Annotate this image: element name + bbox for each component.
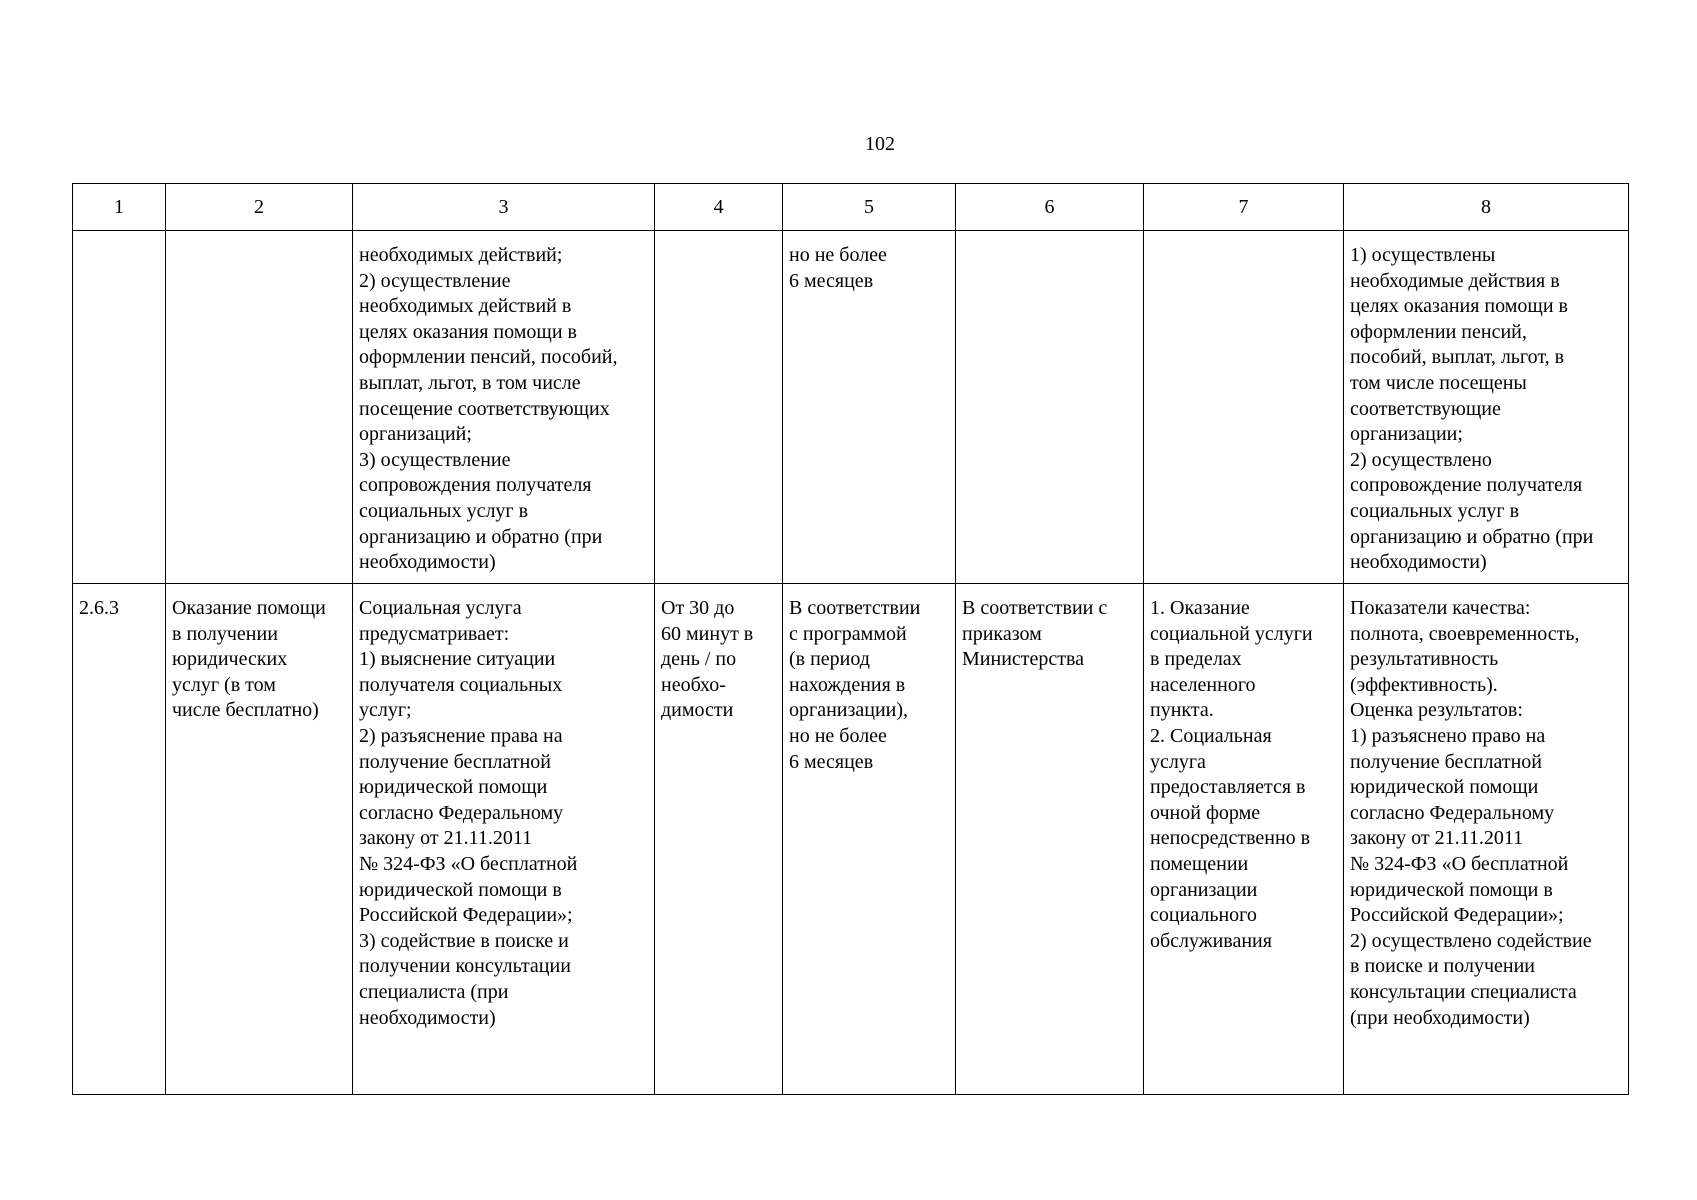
cell-service-duration: От 30 до 60 минут в день / по необхо- димости bbox=[655, 584, 783, 1095]
column-number-8: 8 bbox=[1344, 184, 1629, 231]
cell-service-duration bbox=[655, 231, 783, 584]
cell-service-description: необходимых действий; 2) осуществление необходимых действий в целях оказания помощи в оформлении пенсий, пособий, выплат, льгот, в том числе посещение соответствующих организаций; 3) осуществление сопровождения получателя социальных услуг в организацию и обратно (при необходимости) bbox=[353, 231, 655, 584]
cell-quality-indicators: 1) осуществлены необходимые действия в целях оказания помощи в оформлении пенсий, пособий, выплат, льгот, в том числе посещены соответствующие организации; 2) осуществлено сопровождение получателя социальных услуг в организацию и обратно (при необходимости) bbox=[1344, 231, 1629, 584]
cell-service-conditions: 1. Оказание социальной услуги в пределах населенного пункта. 2. Социальная услуга предоставляется в очной форме непосредственно в помещении организации социального обслуживания bbox=[1144, 584, 1344, 1095]
cell-quality-indicators: Показатели качества: полнота, своевременность, результативность (эффективность). Оценка результатов: 1) разъяснено право на получение бесплатной юридической помощи согласно Федеральному закону от 21.11.2011 № 324-ФЗ «О бесплатной юридической помощи в Российской Федерации»; 2) осуществлено содействие в поиске и получении консультации специалиста (при необходимости) bbox=[1344, 584, 1629, 1095]
cell-service-period: но не более 6 месяцев bbox=[783, 231, 956, 584]
services-table bbox=[72, 183, 1629, 1095]
cell-number bbox=[73, 231, 166, 584]
cell-service-name bbox=[166, 231, 353, 584]
cell-service-description: Социальная услуга предусматривает: 1) выяснение ситуации получателя социальных услуг; 2) разъяснение права на получение бесплатной юридической помощи согласно Федеральному закону от 21.11.2011 № 324-ФЗ «О бесплатной юридической помощи в Российской Федерации»; 3) содействие в поиске и получении консультации специалиста (при необходимости) bbox=[353, 584, 655, 1095]
column-number-6: 6 bbox=[956, 184, 1144, 231]
table-row-2-6-3 bbox=[73, 584, 1629, 1095]
cell-service-cost bbox=[956, 231, 1144, 584]
cell-service-conditions bbox=[1144, 231, 1344, 584]
column-number-1: 1 bbox=[73, 184, 166, 231]
page-number: 102 bbox=[865, 133, 895, 155]
cell-service-name: Оказание помощи в получении юридических услуг (в том числе бесплатно) bbox=[166, 584, 353, 1095]
column-number-3: 3 bbox=[353, 184, 655, 231]
column-number-2: 2 bbox=[166, 184, 353, 231]
column-number-row bbox=[73, 184, 1629, 231]
cell-service-period: В соответствии с программой (в период нахождения в организации), но не более 6 месяцев bbox=[783, 584, 956, 1095]
table-row-continuation bbox=[73, 231, 1629, 584]
column-number-4: 4 bbox=[655, 184, 783, 231]
column-number-5: 5 bbox=[783, 184, 956, 231]
cell-service-cost: В соответствии с приказом Министерства bbox=[956, 584, 1144, 1095]
cell-number: 2.6.3 bbox=[73, 584, 166, 1095]
column-number-7: 7 bbox=[1144, 184, 1344, 231]
